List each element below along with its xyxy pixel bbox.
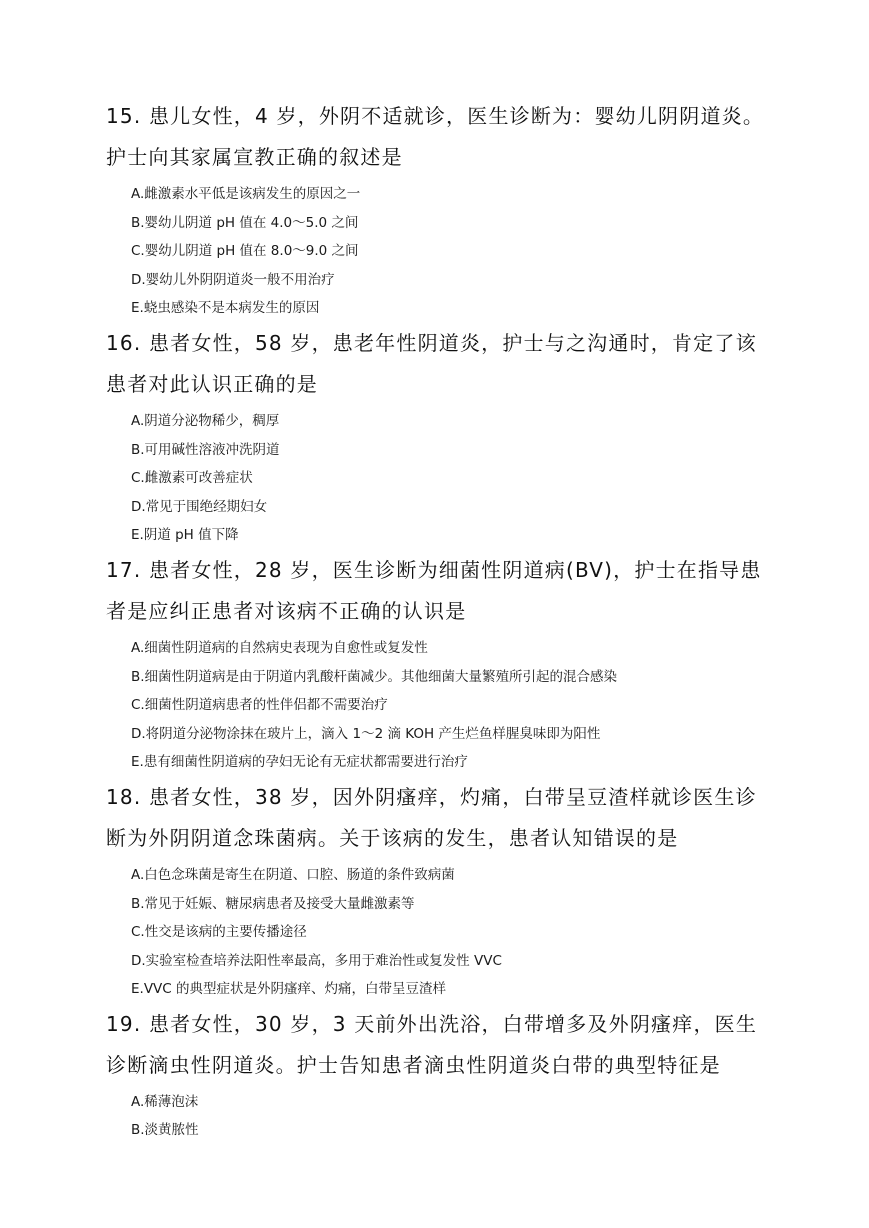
option-a: A.白色念珠菌是寄生在阴道、口腔、肠道的条件致病菌 [131,866,455,883]
option-a: A.阴道分泌物稀少，稠厚 [131,412,280,429]
option-list [0,180,869,323]
question-stem: 18. 患者女性，38 岁，因外阴瘙痒，灼痛，白带呈豆渣样就诊医生诊断为外阴阴道念珠菌病。关于该病的发生，患者认知错误的是 [106,784,757,850]
option-b: B.婴幼儿阴道 pH 值在 4.0～5.0 之间 [131,214,359,231]
option-d: D.将阴道分泌物涂抹在玻片上，滴入 1～2 滴 KOH 产生烂鱼样腥臭味即为阳性 [131,725,601,742]
question-stem: 16. 患者女性，58 岁，患老年性阴道炎，护士与之沟通时，肯定了该患者对此认识正确的是 [106,330,757,396]
option-d: D.实验室检查培养法阳性率最高，多用于难治性或复发性 VVC [131,952,502,969]
option-d: D.婴幼儿外阴阴道炎一般不用治疗 [131,271,335,288]
option-b: B.常见于妊娠、糖尿病患者及接受大量雌激素等 [131,895,415,912]
question-15 [0,96,869,323]
question-stem: 17. 患者女性，28 岁，医生诊断为细菌性阴道病(BV)，护士在指导患者是应纠正患者对该病不正确的认识是 [106,557,762,623]
question-17 [0,550,869,777]
document-page [0,96,869,1145]
question-19 [0,1004,869,1145]
option-list [0,407,869,550]
option-a: A.稀薄泡沫 [131,1093,199,1110]
option-e: E.阴道 pH 值下降 [131,527,239,544]
option-e: E.蛲虫感染不是本病发生的原因 [131,300,320,317]
option-list [0,861,869,1004]
question-stem: 19. 患者女性，30 岁，3 天前外出洗浴，白带增多及外阴瘙痒，医生诊断滴虫性阴道炎。护士告知患者滴虫性阴道炎白带的典型特征是 [106,1011,758,1077]
option-a: A.细菌性阴道病的自然病史表现为自愈性或复发性 [131,639,428,656]
option-b: B.淡黄脓性 [131,1122,199,1139]
option-d: D.常见于围绝经期妇女 [131,498,268,515]
option-list [0,634,869,777]
option-e: E.VVC 的典型症状是外阴瘙痒、灼痛，白带呈豆渣样 [131,981,447,998]
option-c: C.婴幼儿阴道 pH 值在 8.0～9.0 之间 [131,243,359,260]
option-e: E.患有细菌性阴道病的孕妇无论有无症状都需要进行治疗 [131,754,468,771]
option-a: A.雌激素水平低是该病发生的原因之一 [131,186,361,202]
option-c: C.性交是该病的主要传播途径 [131,924,307,941]
question-16 [0,323,869,550]
question-stem: 15. 患儿女性，4 岁，外阴不适就诊，医生诊断为：婴幼儿阴阴道炎。护士向其家属宣教正确的叙述是 [106,104,765,169]
option-list [0,1088,869,1145]
option-c: C.雌激素可改善症状 [131,470,253,487]
question-18 [0,777,869,1004]
option-b: B.可用碱性溶液冲洗阴道 [131,441,280,458]
option-b: B.细菌性阴道病是由于阴道内乳酸杆菌减少。其他细菌大量繁殖所引起的混合感染 [131,668,618,685]
option-c: C.细菌性阴道病患者的性伴侣都不需要治疗 [131,697,388,714]
